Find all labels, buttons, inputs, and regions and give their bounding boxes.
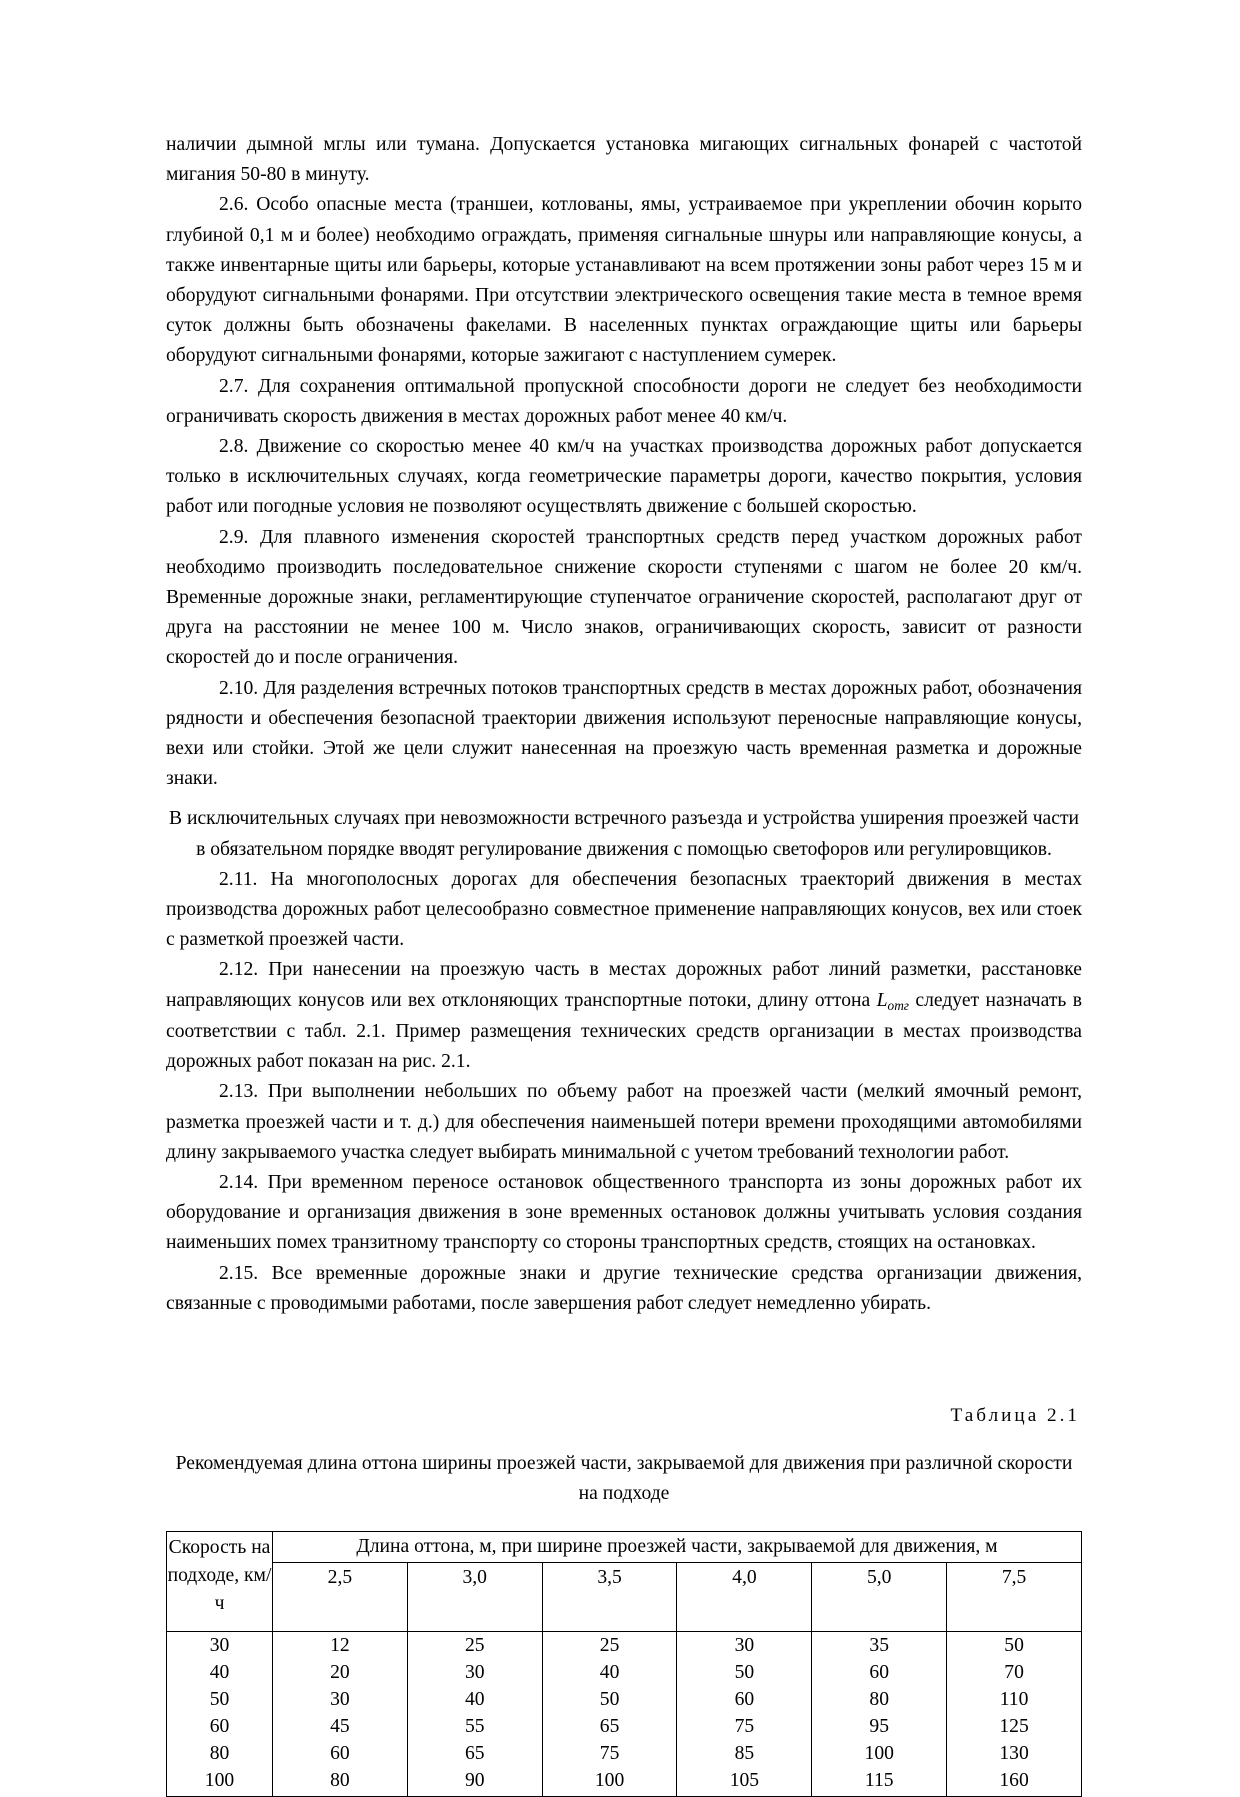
table-row bbox=[167, 1768, 1082, 1797]
cell-value: 75 bbox=[542, 1741, 677, 1768]
symbol-subscript: отг bbox=[887, 997, 909, 1013]
paragraph-2-9: 2.9. Для плавного изменения скоростей транспортных средств перед участком дорожных работ необходимо производить последовательное снижение скорости ступенями с шагом не более 20 км/ч. Временные дорожные знаки, регламентирующие ступенчатое ограничение скоростей, располагают друг от друга на расстоянии не менее 100 м. Число знаков, ограничивающих скорость, зависит от разности скоростей до и после ограничения. bbox=[166, 526, 1082, 669]
cell-speed: 40 bbox=[167, 1660, 273, 1687]
cell-value: 85 bbox=[677, 1741, 812, 1768]
cell-speed: 100 bbox=[167, 1768, 273, 1797]
cell-value: 25 bbox=[542, 1631, 677, 1660]
cell-value: 160 bbox=[947, 1768, 1082, 1797]
cell-value: 115 bbox=[812, 1768, 947, 1797]
cell-value: 130 bbox=[947, 1741, 1082, 1768]
cell-value: 30 bbox=[407, 1660, 542, 1687]
cell-value: 50 bbox=[947, 1631, 1082, 1660]
paragraph-2-12 bbox=[166, 955, 1082, 1077]
cell-value: 125 bbox=[947, 1714, 1082, 1741]
cell-value: 60 bbox=[677, 1687, 812, 1714]
cell-value: 35 bbox=[812, 1631, 947, 1660]
cell-value: 40 bbox=[542, 1660, 677, 1687]
cell-value: 45 bbox=[273, 1714, 408, 1741]
table-caption: Рекомендуемая длина оттона ширины проезжей части, закрываемой для движения при различной скорости на подходе bbox=[175, 1452, 1073, 1504]
table-row bbox=[167, 1660, 1082, 1687]
symbol-otgon bbox=[877, 990, 909, 1011]
paragraph-continuation: наличии дымной мглы или тумана. Допускается установка мигающих сигнальных фонарей с частотой мигания 50-80 в минуту. bbox=[166, 134, 1082, 186]
cell-value: 75 bbox=[677, 1714, 812, 1741]
table-width-header-3: 3,5 bbox=[542, 1562, 677, 1631]
table-row bbox=[167, 1741, 1082, 1768]
cell-value: 60 bbox=[812, 1660, 947, 1687]
paragraph-2-7: 2.7. Для сохранения оптимальной пропускной способности дороги не следует без необходимости ограничивать скорость движения в местах дорожных работ менее 40 км/ч. bbox=[166, 375, 1082, 427]
paragraph-2-15: 2.15. Все временные дорожные знаки и другие технические средства организации движения, связанные с проводимыми работами, после завершения работ следует немедленно убирать. bbox=[166, 1262, 1082, 1314]
cell-value: 110 bbox=[947, 1687, 1082, 1714]
cell-value: 12 bbox=[273, 1631, 408, 1660]
cell-value: 80 bbox=[812, 1687, 947, 1714]
otgon-length-table bbox=[166, 1531, 1082, 1797]
table-header-row-2 bbox=[167, 1562, 1082, 1631]
document-body bbox=[166, 130, 1082, 1797]
cell-value: 50 bbox=[677, 1660, 812, 1687]
cell-value: 30 bbox=[677, 1631, 812, 1660]
cell-value: 90 bbox=[407, 1768, 542, 1797]
cell-value: 40 bbox=[407, 1687, 542, 1714]
cell-value: 65 bbox=[542, 1714, 677, 1741]
table-span-header: Длина оттона, м, при ширине проезжей части, закрываемой для движения, м bbox=[273, 1531, 1082, 1562]
cell-speed: 60 bbox=[167, 1714, 273, 1741]
paragraph-2-12-part2: следует назначать в соответствии с табл. 2.1. Пример размещения технических средств организации в местах производства дорожных работ показан на рис. 2.1. bbox=[166, 989, 1082, 1073]
paragraph-2-12-part1: 2.12. При нанесении на проезжую часть в местах дорожных работ линий разметки, расстановке направляющих конусов или вех отклоняющих транспортные потоки, длину оттона bbox=[166, 959, 1082, 1011]
table-header-row-1 bbox=[167, 1531, 1082, 1562]
paragraph-2-13: 2.13. При выполнении небольших по объему работ на проезжей части (мелкий ямочный ремонт, разметка проезжей части и т. д.) для обеспечения наименьшей потери времени проходящими автомобилями длину закрываемого участка следует выбирать минимальной с учетом требований технологии работ. bbox=[166, 1081, 1082, 1163]
table-head bbox=[167, 1531, 1082, 1631]
table-row bbox=[167, 1687, 1082, 1714]
table-width-header-1: 2,5 bbox=[273, 1562, 408, 1631]
cell-value: 60 bbox=[273, 1741, 408, 1768]
cell-value: 30 bbox=[273, 1687, 408, 1714]
cell-value: 80 bbox=[273, 1768, 408, 1797]
paragraph-2-10: 2.10. Для разделения встречных потоков транспортных средств в местах дорожных работ, обозначения рядности и обеспечения безопасной траектории движения используют переносные направляющие конусы, вехи или стойки. Этой же цели служит нанесенная на проезжую часть временная разметка и дорожные знаки. bbox=[166, 677, 1082, 790]
table-width-header-4: 4,0 bbox=[677, 1562, 812, 1631]
table-row bbox=[167, 1714, 1082, 1741]
cell-value: 50 bbox=[542, 1687, 677, 1714]
table-body bbox=[167, 1631, 1082, 1796]
paragraph-2-11: 2.11. На многополосных дорогах для обеспечения безопасных траекторий движения в местах производства дорожных работ целесообразно совместное применение направляющих конусов, вех или стоек с разметкой проезжей части. bbox=[166, 868, 1082, 951]
cell-value: 100 bbox=[812, 1741, 947, 1768]
cell-value: 55 bbox=[407, 1714, 542, 1741]
cell-value: 25 bbox=[407, 1631, 542, 1660]
cell-value: 95 bbox=[812, 1714, 947, 1741]
cell-value: 65 bbox=[407, 1741, 542, 1768]
table-number-label: Таблица 2.1 bbox=[950, 1404, 1080, 1426]
cell-speed: 80 bbox=[167, 1741, 273, 1768]
table-row bbox=[167, 1631, 1082, 1660]
paragraph-spacer bbox=[166, 794, 1082, 804]
table-width-header-2: 3,0 bbox=[407, 1562, 542, 1631]
cell-value: 100 bbox=[542, 1768, 677, 1797]
table-width-header-5: 5,0 bbox=[812, 1562, 947, 1631]
centered-note: В исключительных случаях при невозможности встречного разъезда и устройства уширения проезжей части в обязательном порядке вводят регулирование движения с помощью светофоров или регулировщиков. bbox=[169, 808, 1079, 860]
paragraph-2-14: 2.14. При временном переносе остановок общественного транспорта из зоны дорожных работ их оборудование и организация движения в зоне временных остановок должны учитывать условия создания наименьших помех транзитному транспорту со стороны транспортных средств, стоящих на остановках. bbox=[166, 1171, 1082, 1254]
paragraph-2-6: 2.6. Особо опасные места (траншеи, котлованы, ямы, устраиваемое при укреплении обочин корыто глубиной 0,1 м и более) необходимо ограждать, применяя сигнальные шнуры или направляющие конусы, а также инвентарные щиты или барьеры, которые устанавливают на всем протяжении зоны работ через 15 м и оборудуют сигнальными фонарями. При отсутствии электрического освещения такие места в темное время суток должны быть обозначены факелами. В населенных пунктах ограждающие щиты или барьеры оборудуют сигнальными фонарями, которые зажигают с наступлением сумерек. bbox=[166, 194, 1082, 367]
symbol-base: L bbox=[876, 989, 888, 1011]
cell-speed: 50 bbox=[167, 1687, 273, 1714]
paragraph-2-8: 2.8. Движение со скоростью менее 40 км/ч на участках производства дорожных работ допускается только в исключительных случаях, когда геометрические параметры дороги, качество покрытия, условия работ или погодные условия не позволяют осуществлять движение с большей скоростью. bbox=[166, 436, 1082, 518]
table-corner-header: Скорость на подходе, км/ч bbox=[167, 1531, 273, 1631]
cell-speed: 30 bbox=[167, 1631, 273, 1660]
cell-value: 105 bbox=[677, 1768, 812, 1797]
table-width-header-6: 7,5 bbox=[947, 1562, 1082, 1631]
cell-value: 70 bbox=[947, 1660, 1082, 1687]
cell-value: 20 bbox=[273, 1660, 408, 1687]
